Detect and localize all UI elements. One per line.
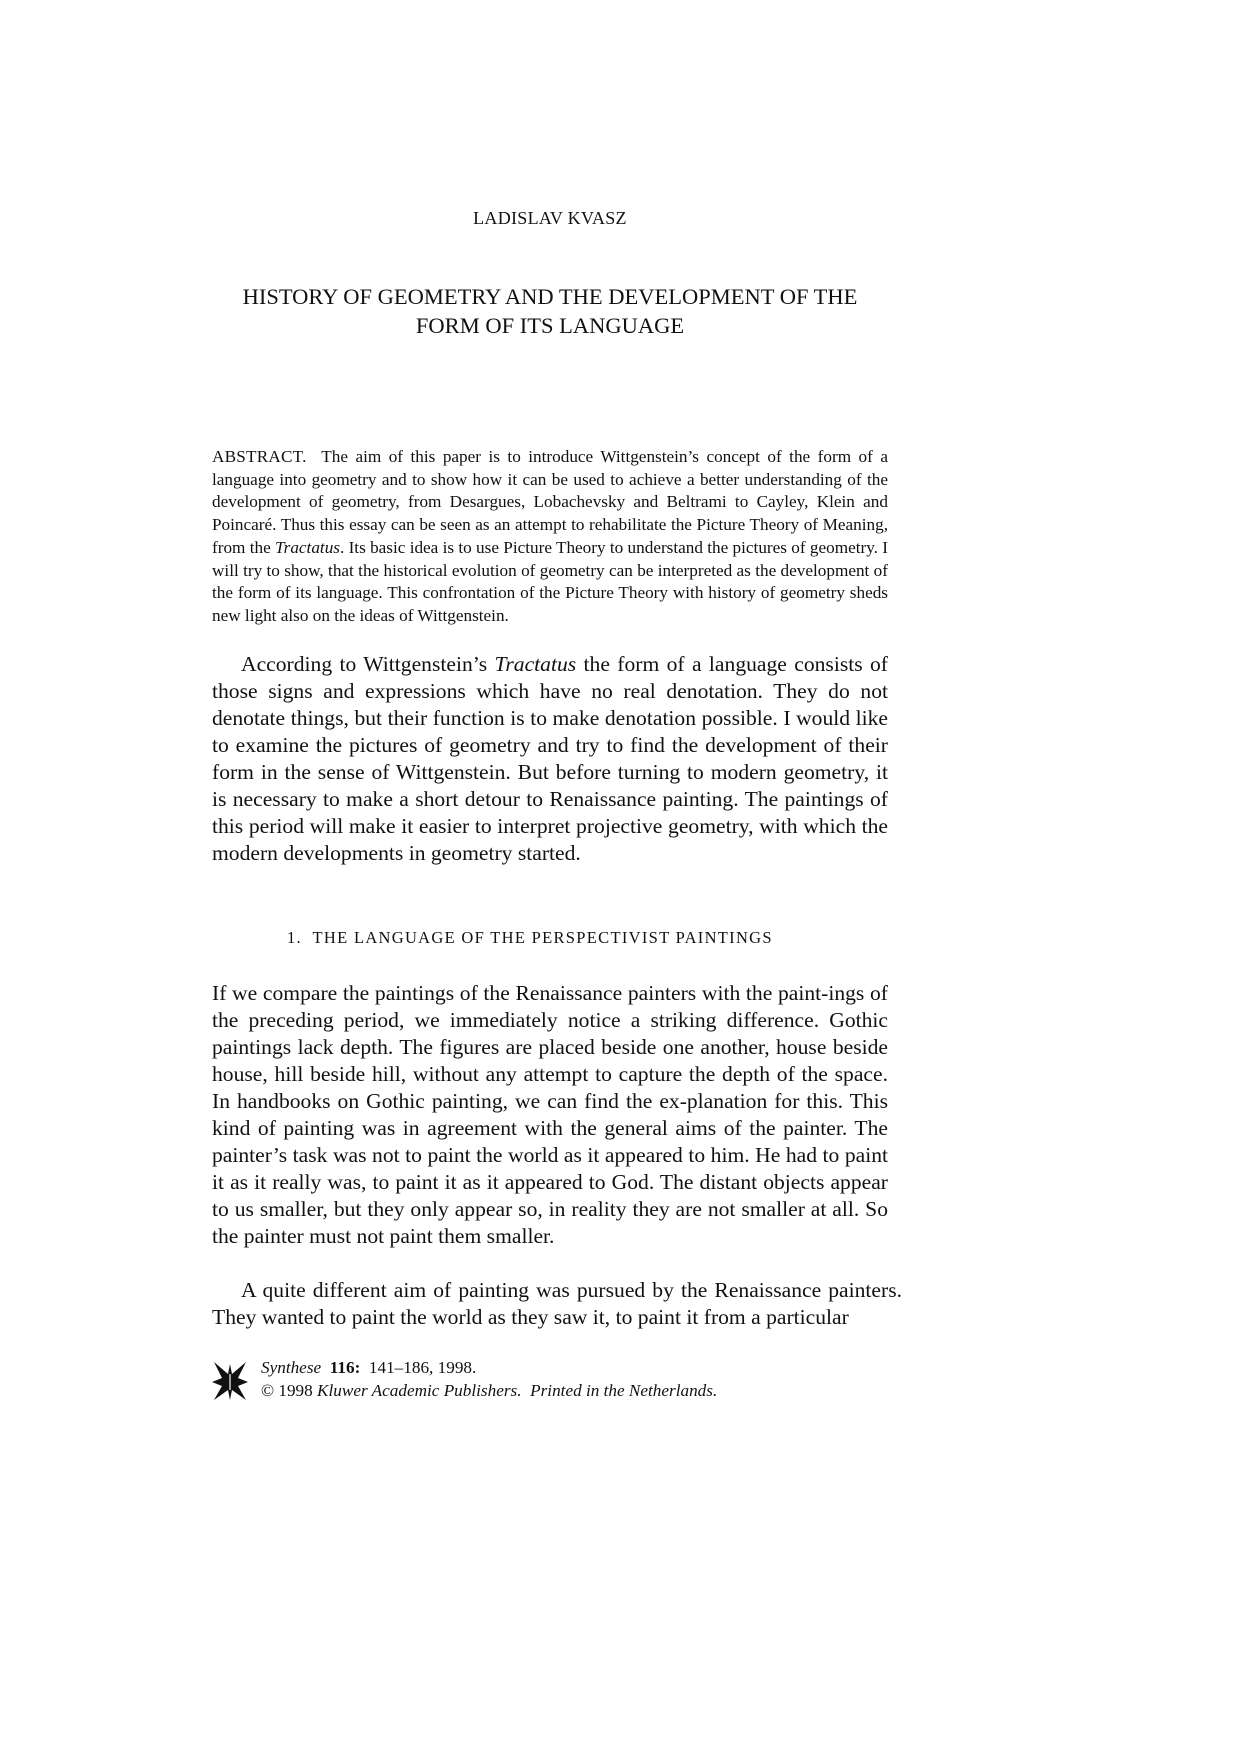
- paper-title-line-2: FORM OF ITS LANGUAGE: [415, 313, 685, 338]
- journal-name: Synthese: [261, 1358, 322, 1377]
- intro-text-b: the form of a language consists of those signs and expressions which have no real denotation. They do not denotate things, but their function is to make denotation possible. I would like to examine the pictures of geometry and try to find the development of their form in the sense of Wittgenstein. But before turning to modern geometry, it is necessary to make a short detour to Renaissance painting. The paintings of this period will make it easier to interpret projective geometry, with which the modern developments in geometry started.: [212, 652, 888, 865]
- section-paragraph-1: If we compare the paintings of the Renaissance painters with the paint-ings of the preceding period, we immediately notice a striking difference. Gothic paintings lack depth. The figures are placed beside one another, house beside house, hill beside hill, without any attempt to capture the depth of the space. In handbooks on Gothic painting, we can find the ex-planation for this. This kind of painting was in agreement with the general aims of the painter. The painter’s task was not to paint the world as it appeared to him. He had to paint it as it really was, to paint it as it appeared to God. The distant objects appear to us smaller, but they only appear so, in reality they are not smaller at all. So the painter must not paint them smaller.: [212, 981, 888, 1248]
- abstract-text-a: The aim of this paper is to introduce Wittgenstein’s concept of the form of a language into geometry and to show how it can be used to achieve a better understanding of the development of geometry, from Desargues, Lobachevsky and Beltrami to Cayley, Klein and Poincaré. Thus this essay can be seen as an attempt to rehabilitate the Picture Theory of Meaning, from the: [212, 447, 888, 557]
- abstract-text-b: . Its basic idea is to use Picture Theory to understand the pictures of geometry. I will try to show, that the historical evolution of geometry can be interpreted as the development of the form of its language. This confrontation of the Picture Theory with history of geometry sheds new light also on the ideas of Wittgenstein.: [212, 537, 888, 625]
- abstract-tractatus: Tractatus: [275, 537, 340, 557]
- footer-line-1: [261, 1356, 961, 1379]
- printed-note: Printed in the Netherlands.: [530, 1381, 718, 1400]
- section-number: 1.: [287, 928, 302, 947]
- intro-tractatus: Tractatus: [494, 652, 577, 676]
- section-heading: [287, 928, 773, 948]
- paper-title: [212, 282, 888, 340]
- footer-citation: [261, 1356, 961, 1402]
- section-paragraph-2: A quite different aim of painting was pursued by the Renaissance painters. They wanted to paint the world as they saw it, to paint it from a particular: [212, 1278, 902, 1329]
- abstract-label: ABSTRACT.: [212, 447, 307, 466]
- paper-title-line-1: HISTORY OF GEOMETRY AND THE DEVELOPMENT OF THE: [242, 284, 858, 309]
- section-title: THE LANGUAGE OF THE PERSPECTIVIST PAINTINGS: [312, 928, 773, 947]
- copyright-prefix: © 1998: [261, 1381, 313, 1400]
- journal-volume: 116:: [329, 1358, 361, 1377]
- publisher-name: Kluwer Academic Publishers.: [317, 1381, 522, 1400]
- kluwer-logo-icon: [212, 1360, 248, 1402]
- author-name: LADISLAV KVASZ: [473, 208, 627, 228]
- journal-pages: 141–186, 1998.: [368, 1358, 477, 1377]
- intro-paragraph: [212, 651, 888, 867]
- abstract: [212, 446, 888, 628]
- footer-line-2: [261, 1379, 961, 1402]
- intro-text-a: According to Wittgenstein’s: [241, 652, 488, 676]
